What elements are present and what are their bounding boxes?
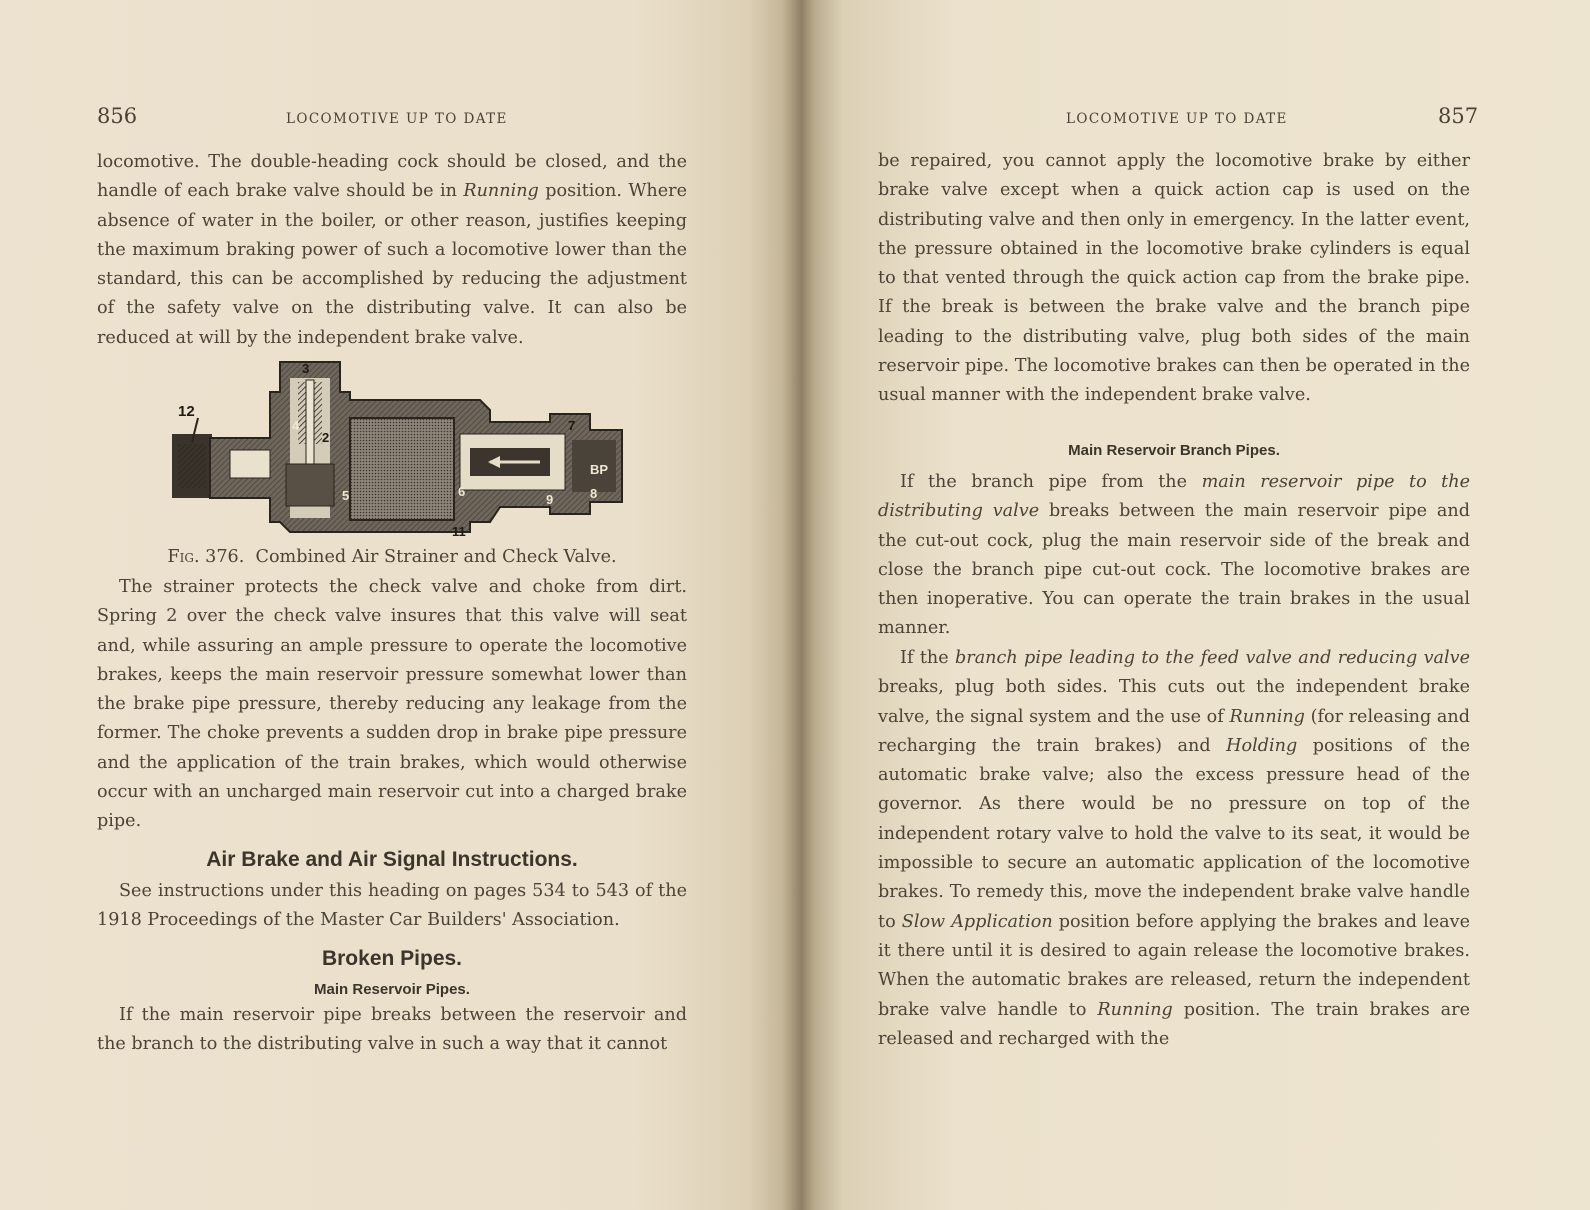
figure-label-12: 12	[178, 403, 195, 420]
right-page	[795, 0, 1590, 1210]
subheading-main-reservoir-pipes: Main Reservoir Pipes.	[314, 981, 470, 998]
main-reservoir-paragraph: If the main reservoir pipe breaks between the reservoir and the branch to the distributing valve in such a way that it cannot	[97, 1005, 687, 1055]
page-number: 856	[97, 104, 138, 128]
continuation-paragraph: be repaired, you cannot apply the locomotive brake by either brake valve except when a quick action cap is used on the distributing valve and then only in emergency. In the latter event, the pressure obtained in the locomotive brake cylinders is equal to that vented through the quick action cap from the brake pipe. If the break is between the brake valve and the branch pipe leading to the distributing valve, plug both sides of the main reservoir pipe. The locomotive brakes can then be operated in the usual manner with the independent brake valve.	[878, 151, 1470, 406]
figure-label-11: 11	[452, 524, 466, 539]
strainer-check-valve-figure	[170, 352, 640, 547]
strainer-paragraph: The strainer protects the check valve and choke from dirt. Spring 2 over the check valve insures that this valve will seat and, while assuring an ample pressure to operate the locomotive brakes, keeps the main reservoir pressure somewhat lower than the brake pipe pressure, thereby reducing any leakage from the former. The choke prevents a sudden drop in brake pipe pressure and the application of the train brakes, which would otherwise occur with an uncharged main reservoir cut into a charged brake pipe.	[97, 577, 687, 832]
air-brake-paragraph: See instructions under this heading on pages 534 to 543 of the 1918 Proceedings of the Master Car Builders' Association.	[97, 881, 687, 931]
figure-label-bp: BP	[590, 462, 609, 477]
running-title: LOCOMOTIVE UP TO DATE	[1066, 111, 1288, 127]
figure-label-8: 8	[590, 486, 598, 501]
figure-label-3: 3	[302, 361, 310, 376]
figure-label-7: 7	[568, 418, 576, 433]
subheading-branch-pipes: Main Reservoir Branch Pipes.	[1068, 442, 1280, 459]
figure-label-4: 4	[292, 418, 300, 433]
figure-label-9: 9	[546, 492, 554, 507]
left-page	[0, 0, 785, 1210]
figure-label-5: 5	[342, 488, 350, 503]
feed-valve-paragraph: If the branch pipe leading to the feed valve and reducing valve breaks, plug both sides. This cuts out the independent brake valve, the signal system and the use of Running (for releasing and recharging the train brakes) and Holding positions of the automatic brake valve; also the excess pressure head of the governor. As there would be no pressure on top of the independent rotary valve to hold the valve to its seat, it would be impossible to secure an automatic application of the locomotive brakes. To remedy this, move the independent brake valve handle to Slow Application position before applying the brakes and leave it there until it is desired to again release the locomotive brakes. When the automatic brakes are released, return the independent brake valve handle to Running position. The train brakes are released and recharged with the	[878, 648, 1471, 1049]
figure-caption: Fig. 376. Combined Air Strainer and Check Valve.	[167, 547, 617, 567]
branch-paragraph: If the branch pipe from the main reservoir pipe to the distributing valve breaks between the main reservoir pipe and the cut-out cock, plug the main reservoir side of the break and close the branch pipe cut-out cock. The locomotive brakes are then inoperative. You can operate the train brakes in the usual manner.	[878, 472, 1470, 639]
heading-broken-pipes: Broken Pipes.	[321, 947, 463, 970]
figure-label-6: 6	[458, 484, 466, 499]
page-number: 857	[1438, 104, 1479, 128]
running-title: LOCOMOTIVE UP TO DATE	[286, 111, 508, 127]
heading-air-brake: Air Brake and Air Signal Instructions.	[206, 848, 578, 871]
figure-label-2: 2	[322, 430, 330, 445]
intro-paragraph: locomotive. The double-heading cock should be closed, and the handle of each brake valve should be in Running position. Where absence of water in the boiler, or other reason, justifies keeping the maximum braking power of such a locomotive lower than the standard, this can be accomplished by reducing the adjustment of the safety valve on the distributing valve. It can also be reduced at will by the independent brake valve.	[97, 152, 687, 348]
